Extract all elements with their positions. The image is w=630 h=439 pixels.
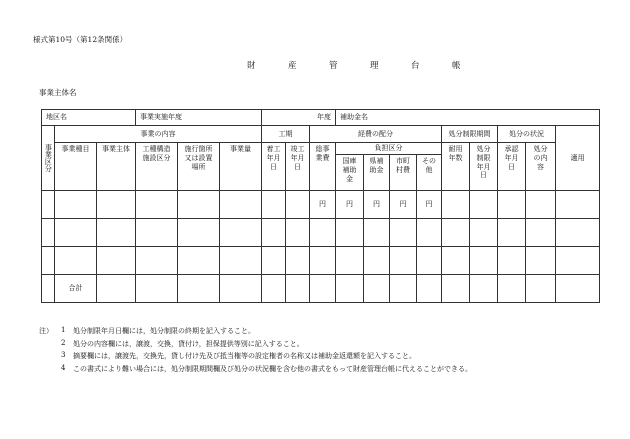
total-project-cost-header: 総事 業費 — [310, 143, 336, 191]
district-cell[interactable] — [42, 110, 136, 126]
subsidy-name-cell[interactable] — [336, 110, 600, 126]
approval-date-header: 承認 年月 日 — [498, 143, 526, 191]
yen-unit[interactable]: 円 — [364, 191, 390, 219]
note-text: 処分制限年月日欄には，処分制限の終期を記入すること。 — [73, 327, 255, 335]
disposal-limit-period-header: 処分制限期間 — [442, 126, 498, 143]
project-category-header: 事業区分 — [42, 126, 55, 191]
fiscal-year-label: 事業実施年度 — [140, 113, 182, 122]
total-row[interactable] — [42, 275, 600, 303]
note-text: 摘要欄には，譲渡先，交換先，貸し付け先及び抵当権等の設定権者の名称又は補助金返還額を記入すること。 — [73, 352, 416, 360]
disposal-status-header: 処分の状況 — [498, 126, 556, 143]
prefectural-subsidy-header: 県補 助金 — [364, 155, 390, 191]
construction-period-header: 工期 — [262, 126, 310, 143]
form-number: 様式第10号（第12条関係） — [33, 35, 128, 44]
project-type-header: 事業種目 — [55, 143, 97, 191]
note-number: 3 — [61, 351, 66, 359]
start-date-header: 着工 年月 日 — [262, 143, 286, 191]
entity-name-label: 事業主体名 — [39, 88, 77, 97]
notes-heading: 注） — [39, 327, 53, 335]
year-cell[interactable] — [262, 110, 336, 126]
yen-unit[interactable]: 円 — [336, 191, 364, 219]
note-number: 1 — [61, 326, 66, 334]
durable-years-header: 耐用 年数 — [442, 143, 470, 191]
yen-unit[interactable]: 円 — [390, 191, 417, 219]
table-row[interactable] — [42, 191, 600, 219]
disposal-limit-date-header: 処分 制限 年月 日 — [470, 143, 498, 191]
burden-category-header: 負担区分 — [336, 143, 442, 155]
other-header: その 他 — [417, 155, 442, 191]
note-number: 2 — [61, 338, 66, 347]
page-title: 財 産 管 理 台 帳 — [247, 61, 473, 71]
note-text: 処分の内容欄には，譲渡，交換，貸付け，担保提供等別に記入すること。 — [73, 339, 304, 348]
remarks-header: 適用 — [556, 126, 600, 191]
subsidy-name-label: 補助金名 — [340, 113, 369, 122]
note-text: この書式により難い場合には，処分制限期間欄及び処分の状況欄を含む他の書式をもって財産管理台帳に代えることができる。 — [73, 364, 472, 373]
location-header: 施行箇所 又は設置 場所 — [178, 143, 220, 191]
fiscal-year-cell[interactable] — [136, 110, 262, 126]
expense-allocation-header: 経費の配分 — [310, 126, 442, 143]
property-ledger-table — [41, 109, 600, 303]
completion-date-header: 竣工 年月 日 — [286, 143, 310, 191]
facility-type-header: 工種構造 施設区分 — [136, 143, 178, 191]
project-entity-header: 事業主体 — [97, 143, 136, 191]
year-label: 年度 — [317, 113, 332, 122]
national-subsidy-header: 国庫 補助 金 — [336, 155, 364, 191]
table-row[interactable] — [42, 219, 600, 247]
yen-unit[interactable]: 円 — [417, 191, 442, 219]
district-label: 地区名 — [46, 113, 67, 122]
disposal-contents-header: 処分 の内 容 — [526, 143, 556, 191]
table-row[interactable] — [42, 247, 600, 275]
project-details-header: 事業の内容 — [55, 126, 262, 143]
yen-unit[interactable]: 円 — [310, 191, 336, 219]
note-number: 4 — [61, 363, 66, 372]
total-label: 合計 — [55, 275, 97, 303]
municipal-cost-header: 市町 村費 — [390, 155, 417, 191]
project-amount-header: 事業量 — [220, 143, 262, 191]
